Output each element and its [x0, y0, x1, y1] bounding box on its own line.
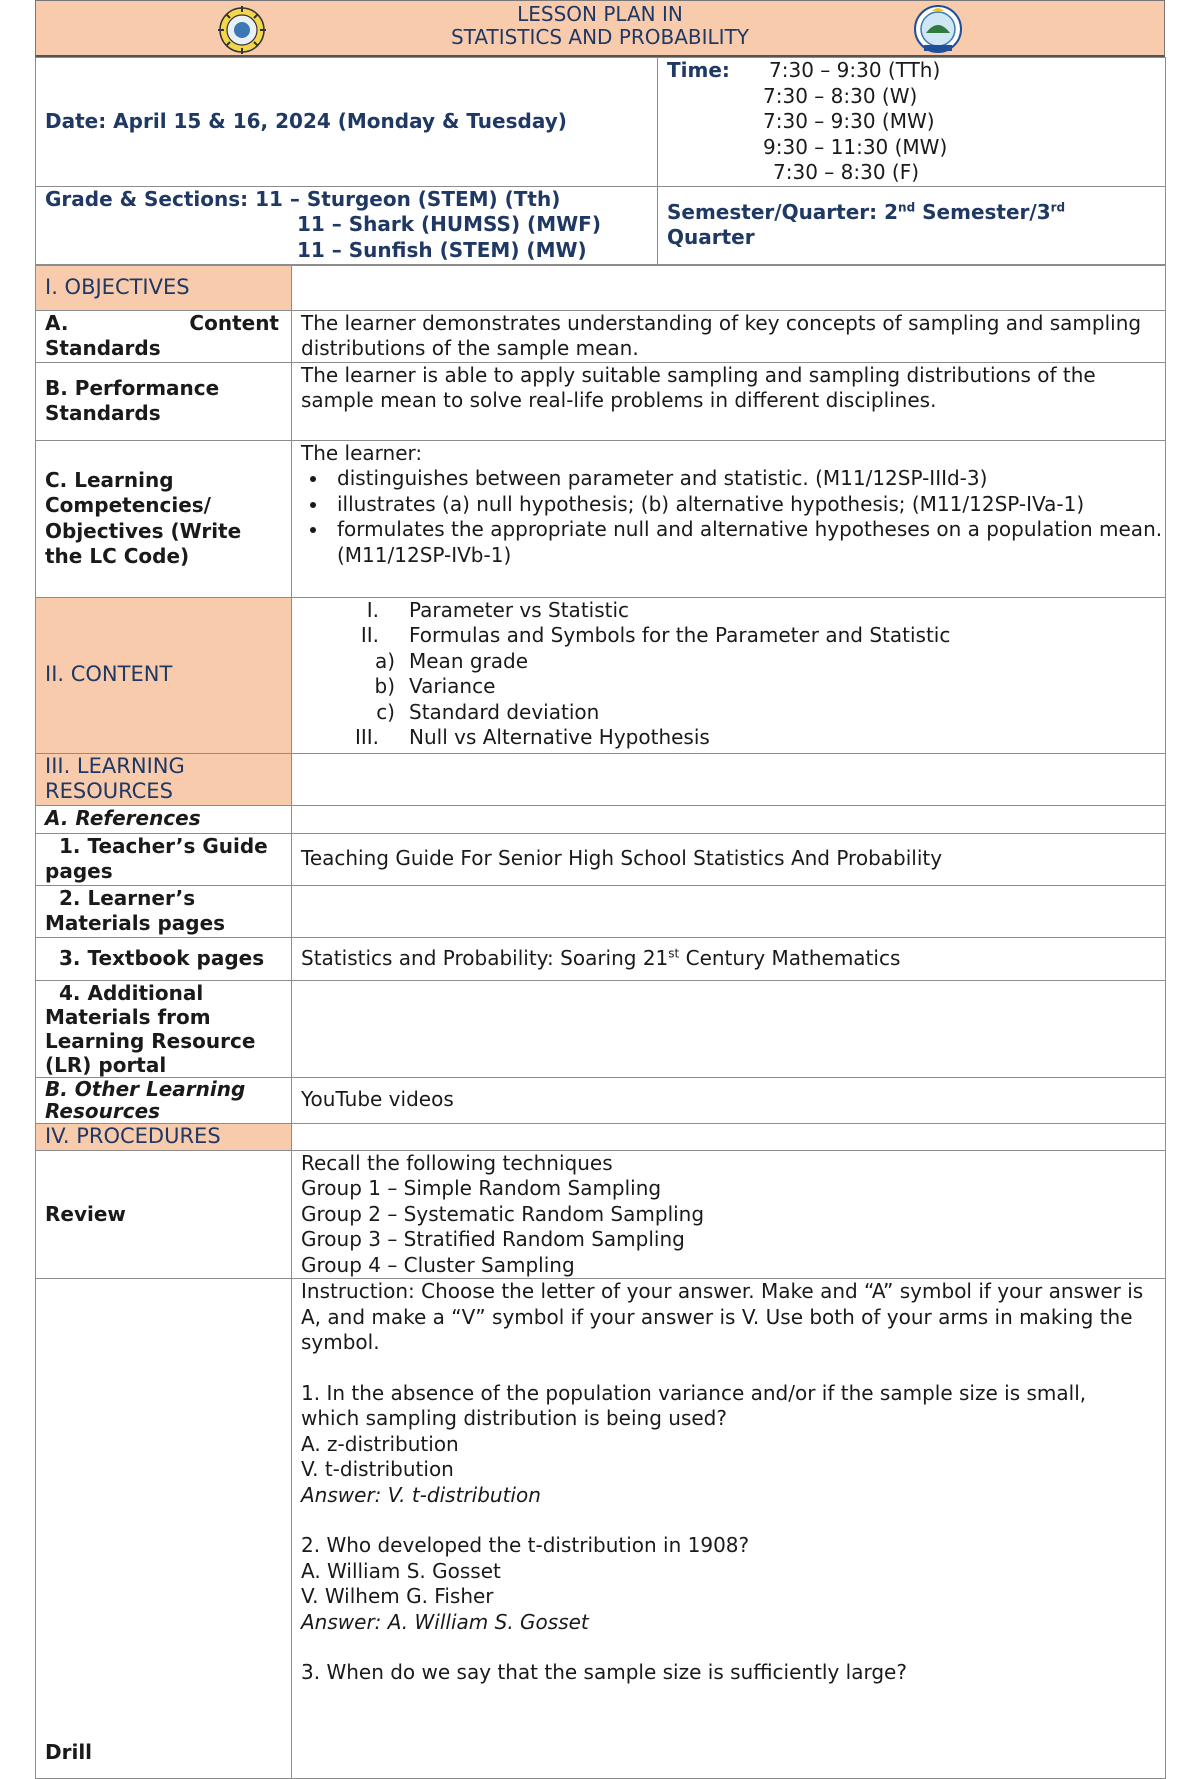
- grade-sections-cell: [36, 186, 658, 264]
- option: A. z-distribution: [301, 1432, 1165, 1458]
- learning-competencies-label: C. Learning Competencies/ Objectives (Write the LC Code): [36, 440, 292, 597]
- review-line: Group 3 – Stratified Random Sampling: [301, 1227, 1165, 1253]
- semester-text: Semester/3: [915, 200, 1050, 224]
- content-list: [292, 597, 1166, 753]
- answer: Answer: A. William S. Gosset: [301, 1610, 1165, 1636]
- lc-intro: The learner:: [301, 441, 1165, 467]
- item-number: b): [301, 674, 409, 700]
- content-subitem: Variance: [409, 674, 495, 700]
- text-line: The learner is able to apply suitable sampling and sampling distributions of the: [301, 363, 1165, 389]
- time-row: 7:30 – 9:30 (TTh): [763, 58, 947, 84]
- textbook-sup: st: [668, 946, 679, 960]
- deped-logo-icon: [912, 3, 964, 55]
- lesson-plan-body: [35, 265, 1166, 1779]
- lesson-plan-header: [35, 0, 1165, 57]
- item-number: II.: [301, 623, 409, 649]
- other-resources-label: B. Other Learning Resources: [36, 1077, 292, 1123]
- performance-standards-text: [292, 362, 1166, 440]
- semester-sup: nd: [898, 200, 915, 214]
- grade-label: Grade & Sections:: [45, 187, 248, 211]
- drill-instruction: Instruction: Choose the letter of your answer. Make and “A” symbol if your answer is A, and make a “V” symbol if your answer is V. Use both of your arms in making the symbol.: [301, 1279, 1165, 1356]
- textbook-value: [292, 937, 1166, 980]
- additional-materials-label: 4. Additional Materials from Learning Resource (LR) portal: [36, 980, 292, 1077]
- section-2: 11 – Shark (HUMSS) (MWF): [45, 212, 657, 238]
- date-text: Date: April 15 & 16, 2024 (Monday & Tuesday): [45, 109, 567, 133]
- learning-resources-heading: III. LEARNING RESOURCES: [36, 753, 292, 805]
- review-line: Recall the following techniques: [301, 1151, 1165, 1177]
- review-line: Group 2 – Systematic Random Sampling: [301, 1202, 1165, 1228]
- section-3: 11 – Sunfish (STEM) (MW): [45, 238, 657, 264]
- procedures-heading: IV. PROCEDURES: [36, 1123, 292, 1150]
- time-row: 9:30 – 11:30 (MW): [763, 135, 947, 161]
- empty-cell: [292, 885, 1166, 937]
- learning-competencies-text: [292, 440, 1166, 597]
- semester-text: Quarter: [667, 225, 1165, 251]
- empty-cell: [292, 1123, 1166, 1150]
- item-number: I.: [301, 598, 409, 624]
- label-part: Standards: [45, 336, 291, 362]
- empty-cell: [292, 805, 1166, 833]
- section-1: 11 – Sturgeon (STEM) (Tth): [255, 187, 560, 211]
- content-item: Parameter vs Statistic: [409, 598, 629, 624]
- teachers-guide-value: Teaching Guide For Senior High School Statistics And Probability: [292, 833, 1166, 885]
- performance-standards-label: B. Performance Standards: [36, 362, 292, 440]
- teachers-guide-label: 1. Teacher’s Guide pages: [36, 833, 292, 885]
- answer: Answer: V. t-distribution: [301, 1483, 1165, 1509]
- label-part: A.: [45, 311, 68, 337]
- learners-materials-label: 2. Learner’s Materials pages: [36, 885, 292, 937]
- empty-cell: [292, 980, 1166, 1077]
- review-label: Review: [36, 1150, 292, 1279]
- content-standards-text: The learner demonstrates understanding of key concepts of sampling and sampling distributions of the sample mean.: [292, 310, 1166, 362]
- time-row: 7:30 – 9:30 (MW): [763, 109, 947, 135]
- drill-text: [292, 1279, 1166, 1779]
- semester-text: Semester/Quarter: 2: [667, 200, 898, 224]
- time-row: 7:30 – 8:30 (F): [763, 160, 947, 186]
- semester-cell: [658, 186, 1166, 264]
- textbook-label: 3. Textbook pages: [36, 937, 292, 980]
- review-line: Group 1 – Simple Random Sampling: [301, 1176, 1165, 1202]
- title-line-2: STATISTICS AND PROBABILITY: [36, 26, 1164, 49]
- time-row: 7:30 – 8:30 (W): [763, 84, 947, 110]
- question-line: 1. In the absence of the population variance and/or if the sample size is small,: [301, 1381, 1165, 1407]
- content-item: Formulas and Symbols for the Parameter and Statistic: [409, 623, 950, 649]
- references-label: A. References: [36, 805, 292, 833]
- textbook-text: Century Mathematics: [679, 946, 900, 970]
- item-number: a): [301, 649, 409, 675]
- option: V. Wilhem G. Fisher: [301, 1584, 1165, 1610]
- objectives-heading: I. OBJECTIVES: [36, 265, 292, 310]
- content-subitem: Mean grade: [409, 649, 528, 675]
- text-line: sample mean to solve real-life problems in different disciplines.: [301, 388, 1165, 414]
- lesson-info-table: [35, 57, 1166, 265]
- question-line: 2. Who developed the t-distribution in 1908?: [301, 1533, 1165, 1559]
- review-text: [292, 1150, 1166, 1279]
- content-standards-label: [36, 310, 292, 362]
- option: A. William S. Gosset: [301, 1559, 1165, 1585]
- title-line-1: LESSON PLAN IN: [36, 1, 1164, 26]
- school-seal-icon: [216, 3, 268, 55]
- time-label: Time:: [667, 58, 763, 186]
- lc-item: • distinguishes between parameter and statistic. (M11/12SP-IIId-3): [329, 466, 1165, 492]
- date-cell: [36, 58, 658, 187]
- content-heading: II. CONTENT: [36, 597, 292, 753]
- time-cell: [658, 58, 1166, 187]
- lc-item: • formulates the appropriate null and alternative hypotheses on a population mean. (M11/12SP-IVb-1): [329, 517, 1165, 568]
- empty-cell: [292, 753, 1166, 805]
- other-resources-value: YouTube videos: [292, 1077, 1166, 1123]
- content-item: Null vs Alternative Hypothesis: [409, 725, 710, 751]
- drill-label: Drill: [45, 1740, 291, 1778]
- option: V. t-distribution: [301, 1457, 1165, 1483]
- item-number: III.: [301, 725, 409, 751]
- textbook-text: Statistics and Probability: Soaring 21: [301, 946, 668, 970]
- question-line: which sampling distribution is being used?: [301, 1406, 1165, 1432]
- review-line: Group 4 – Cluster Sampling: [301, 1253, 1165, 1279]
- label-part: Content: [189, 311, 279, 337]
- question-line: 3. When do we say that the sample size is sufficiently large?: [301, 1660, 1165, 1686]
- lc-item: • illustrates (a) null hypothesis; (b) alternative hypothesis; (M11/12SP-IVa-1): [329, 492, 1165, 518]
- item-number: c): [301, 700, 409, 726]
- drill-label-cell: [36, 1279, 292, 1779]
- content-subitem: Standard deviation: [409, 700, 599, 726]
- semester-sup: rd: [1051, 200, 1066, 214]
- empty-cell: [292, 265, 1166, 310]
